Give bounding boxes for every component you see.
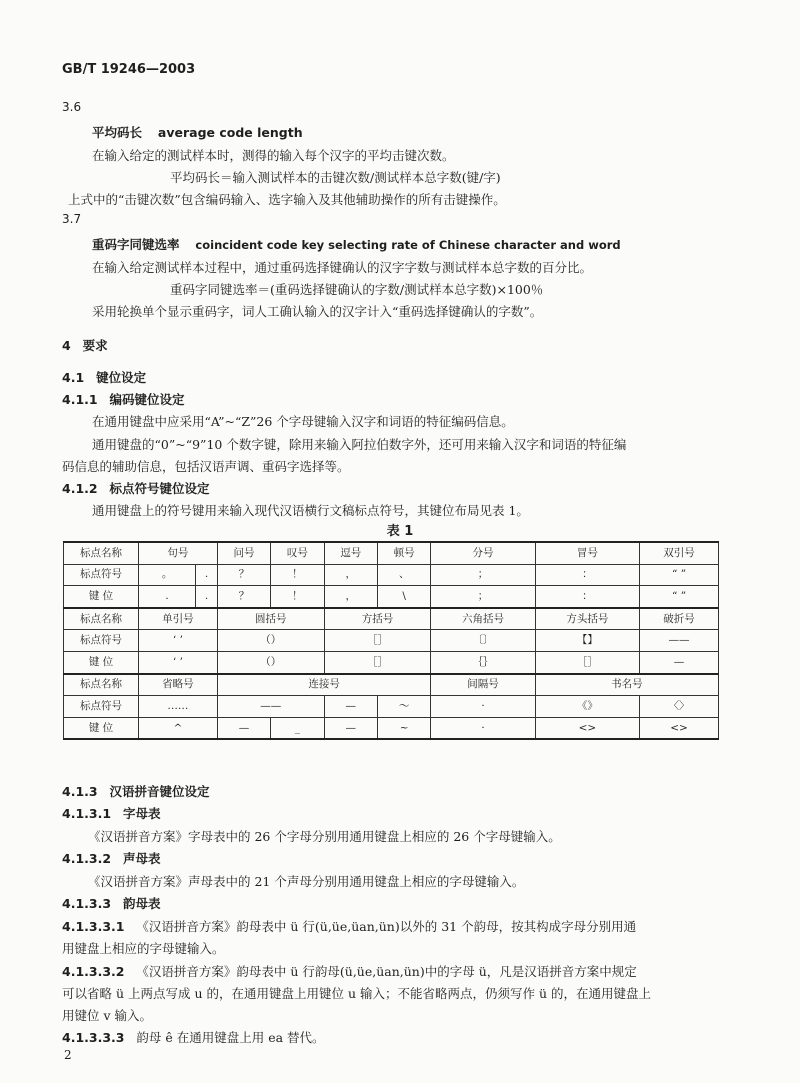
table-cell: 句号: [139, 542, 218, 564]
row-header-symbol: 标点符号: [64, 564, 139, 586]
section-title: 要求: [82, 338, 108, 353]
table-cell: “ ”: [640, 564, 719, 586]
section-4-1-3-1-heading: [62, 804, 160, 822]
table-row: [64, 674, 719, 696]
section-4-1-3-3-2-line-3: 用键位 v 输入。: [62, 1008, 153, 1023]
section-number: 4.1.2: [62, 481, 98, 496]
table-cell: 叹号: [271, 542, 324, 564]
term-en: coincident code key selecting rate of Chinese character and word: [195, 238, 621, 252]
section-3-7-term: [92, 235, 621, 253]
table-cell: 〔〕: [431, 630, 535, 652]
section-4-1-heading: [62, 368, 146, 386]
table-row: [64, 542, 719, 564]
section-3-7-note: 采用轮换单个显示重码字，词人工确认输入的汉字计入“重码选择键确认的字数”。: [92, 304, 543, 319]
section-3-6-formula: 平均码长＝输入测试样本的击键次数/测试样本总字数(键/字): [170, 170, 501, 185]
table-cell: 单引号: [139, 608, 218, 630]
table-cell: ！: [271, 586, 324, 608]
row-header-key: 键 位: [64, 717, 139, 739]
page-number: 2: [64, 1048, 72, 1062]
section-4-1-3-3-3-line: [62, 1028, 325, 1046]
standard-header: GB/T 19246—2003: [62, 62, 196, 77]
table-cell: 冒号: [535, 542, 639, 564]
section-title: 韵母表: [122, 896, 161, 911]
table-cell: .: [139, 586, 196, 608]
table-cell: 六角括号: [431, 608, 535, 630]
table-cell: ……: [139, 696, 218, 718]
section-4-1-3-3-1-line-2: 用键盘上相应的字母键输入。: [62, 941, 225, 956]
table-cell: ｛｝: [431, 651, 535, 673]
table-cell: ~: [377, 717, 430, 739]
table-cell: （）: [217, 651, 324, 673]
section-4-1-3-3-heading: [62, 894, 160, 912]
section-4-1-1-paragraph-2b: 码信息的辅助信息，包括汉语声调、重码字选择等。: [62, 459, 350, 474]
section-4-1-3-3-2-line-1: [62, 962, 637, 980]
table-row: [64, 608, 719, 630]
table-cell: ［］: [324, 651, 431, 673]
section-number: 4.1.1: [62, 392, 98, 407]
table-cell: 圆括号: [217, 608, 324, 630]
table-cell: “ ”: [640, 586, 719, 608]
section-3-7-number: 3.7: [62, 212, 82, 226]
section-4-1-3-2-heading: [62, 849, 160, 867]
table-cell: ［］: [535, 651, 639, 673]
section-title: 标点符号键位设定: [109, 481, 210, 496]
table-cell: 。: [139, 564, 196, 586]
table-cell: ·: [431, 696, 535, 718]
row-header-name: 标点名称: [64, 542, 139, 564]
table-cell: ·: [431, 717, 535, 739]
table-cell: 逗号: [324, 542, 377, 564]
term-zh: 平均码长: [92, 125, 143, 140]
section-title: 汉语拼音键位设定: [109, 784, 210, 799]
table-cell: ；: [431, 586, 535, 608]
table-row: [64, 630, 719, 652]
row-header-name: 标点名称: [64, 674, 139, 696]
table-cell: 双引号: [640, 542, 719, 564]
table-cell: .: [196, 564, 218, 586]
section-number: 4.1: [62, 370, 85, 385]
table-cell: ‘ ’: [139, 630, 218, 652]
row-header-key: 键 位: [64, 651, 139, 673]
table-cell: ；: [431, 564, 535, 586]
table-cell: ——: [217, 696, 324, 718]
table-cell: ？: [217, 564, 270, 586]
section-3-6-term: [92, 123, 303, 141]
section-4-1-1-paragraph-1: 在通用键盘中应采用“A”~“Z”26 个字母键输入汉字和词语的特征编码信息。: [92, 414, 514, 429]
table-cell: ^: [139, 717, 218, 739]
section-title: 编码键位设定: [109, 392, 185, 407]
table-cell: —: [324, 696, 377, 718]
section-number: 4.1.3.1: [62, 806, 112, 821]
section-4-1-3-3-2-line-2: 可以省略 ü 上两点写成 u 的，在通用键盘上用键位 u 输入；不能省略两点，仍须写作 ü 的，在通用键盘上: [62, 986, 651, 1001]
paragraph-text: 韵母 ê 在通用键盘上用 ea 替代。: [136, 1030, 325, 1045]
term-zh: 重码字同键选率: [92, 237, 180, 252]
table-row: [64, 696, 719, 718]
table-cell: 间隔号: [431, 674, 535, 696]
table-cell: （）: [217, 630, 324, 652]
section-3-6-definition: 在输入给定的测试样本时，测得的输入每个汉字的平均击键次数。: [92, 148, 455, 163]
section-number: 4.1.3.3.1: [62, 919, 125, 934]
row-header-name: 标点名称: [64, 608, 139, 630]
table-cell: .: [196, 586, 218, 608]
section-3-6-number: 3.6: [62, 100, 82, 114]
table-cell: ，: [324, 586, 377, 608]
table-row: [64, 717, 719, 739]
table-cell: <>: [535, 717, 639, 739]
table-cell: 方括号: [324, 608, 431, 630]
section-4-heading: [62, 336, 108, 354]
section-number: 4: [62, 338, 71, 353]
table-cell: ：: [535, 564, 639, 586]
table-cell: ‘ ’: [139, 651, 218, 673]
table-cell: 、: [377, 564, 430, 586]
section-title: 键位设定: [96, 370, 147, 385]
table-cell: 破折号: [640, 608, 719, 630]
paragraph-text: 《汉语拼音方案》韵母表中 ü 行韵母(ü,üe,üan,ün)中的字母 ü，凡是汉语拼音方案中规定: [136, 964, 637, 979]
table-cell: <>: [640, 717, 719, 739]
table-cell: 〈〉: [640, 696, 719, 718]
table-cell: 分号: [431, 542, 535, 564]
section-title: 声母表: [122, 851, 161, 866]
section-3-6-note: 上式中的“击键次数”包含编码输入、选字输入及其他辅助操作的所有击键操作。: [68, 192, 506, 207]
table-cell: 顿号: [377, 542, 430, 564]
section-4-1-2-heading: [62, 479, 210, 497]
table-cell: \: [377, 586, 430, 608]
section-4-1-2-paragraph: 通用键盘上的符号键用来输入现代汉语横行文稿标点符号，其键位布局见表 1。: [92, 503, 529, 518]
table-cell: 连接号: [217, 674, 431, 696]
table-cell: 问号: [217, 542, 270, 564]
table-caption: 表 1: [386, 524, 414, 539]
table-cell: ［］: [324, 630, 431, 652]
section-number: 4.1.3.2: [62, 851, 112, 866]
section-4-1-1-paragraph-2a: 通用键盘的“0”~“9”10 个数字键，除用来输入阿拉伯数字外，还可用来输入汉字和词语的特征编: [92, 437, 627, 452]
table-row: [64, 564, 719, 586]
section-4-1-1-heading: [62, 390, 185, 408]
table-cell: ～: [377, 696, 430, 718]
table-row: [64, 651, 719, 673]
table-cell: —: [324, 717, 377, 739]
paragraph-text: 《汉语拼音方案》韵母表中 ü 行(ü,üe,üan,ün)以外的 31 个韵母，按其构成字母分别用通: [136, 919, 637, 934]
section-number: 4.1.3.3: [62, 896, 112, 911]
table-cell: _: [271, 717, 324, 739]
section-title: 字母表: [122, 806, 161, 821]
table-cell: 方头括号: [535, 608, 639, 630]
row-header-symbol: 标点符号: [64, 696, 139, 718]
section-number: 4.1.3.3.3: [62, 1030, 125, 1045]
table-cell: 省略号: [139, 674, 218, 696]
section-4-1-3-1-paragraph: 《汉语拼音方案》字母表中的 26 个字母分别用通用键盘上相应的 26 个字母键输入。: [88, 829, 561, 844]
table-cell: ——: [640, 630, 719, 652]
section-3-7-definition: 在输入给定测试样本过程中，通过重码选择键确认的汉字字数与测试样本总字数的百分比。: [92, 260, 593, 275]
row-header-symbol: 标点符号: [64, 630, 139, 652]
section-4-1-3-heading: [62, 782, 210, 800]
table-cell: ！: [271, 564, 324, 586]
table-cell: ，: [324, 564, 377, 586]
table-row: [64, 586, 719, 608]
table-cell: —: [640, 651, 719, 673]
section-number: 4.1.3.3.2: [62, 964, 125, 979]
term-en: average code length: [157, 125, 303, 140]
table-cell: 书名号: [535, 674, 718, 696]
table-cell: 【】: [535, 630, 639, 652]
punctuation-key-table: [63, 541, 719, 740]
section-4-1-3-2-paragraph: 《汉语拼音方案》声母表中的 21 个声母分别用通用键盘上相应的字母键输入。: [88, 874, 525, 889]
table-cell: ？: [217, 586, 270, 608]
section-4-1-3-3-1-line-1: [62, 917, 636, 935]
row-header-key: 键 位: [64, 586, 139, 608]
section-3-7-formula: 重码字同键选率＝(重码选择键确认的字数/测试样本总字数)×100％: [170, 282, 544, 297]
table-cell: ：: [535, 586, 639, 608]
table-cell: —: [217, 717, 270, 739]
table-cell: 《》: [535, 696, 639, 718]
section-number: 4.1.3: [62, 784, 98, 799]
